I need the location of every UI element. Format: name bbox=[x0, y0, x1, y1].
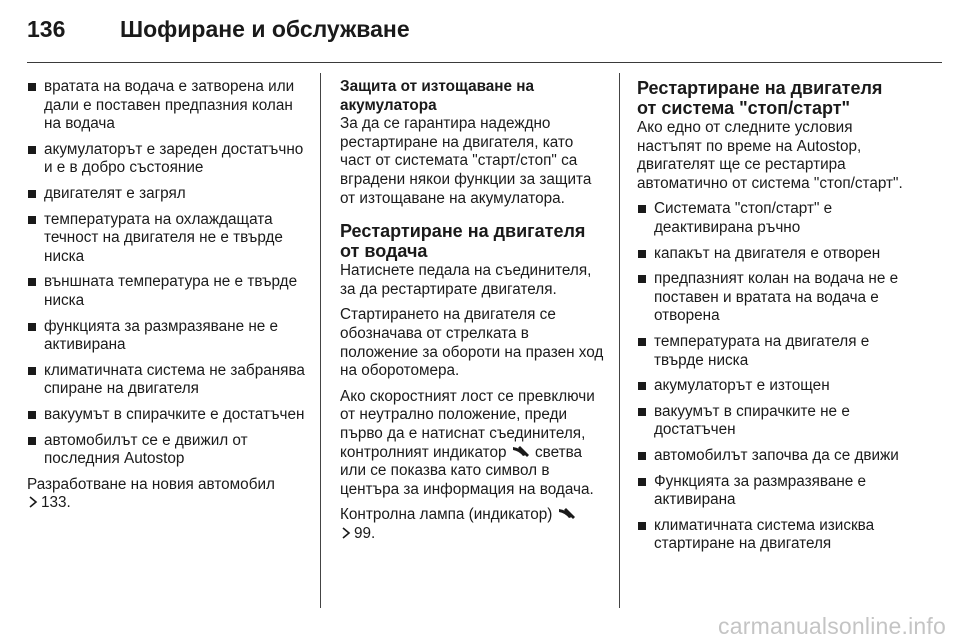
paragraph: Ако едно от следните условия настъпят по време на Autostop, двигателят ще се рестартира автоматично от система "стоп/старт". bbox=[637, 119, 903, 192]
column-3 bbox=[637, 78, 905, 561]
list-item: функцията за размразяване не е активирана bbox=[27, 318, 305, 355]
autostop-indicator-icon bbox=[557, 506, 577, 520]
list-item: вакуумът в спирачките не е достатъчен bbox=[637, 403, 905, 440]
system-restart-heading: Рестартиране на двигателя от система "стоп/старт" bbox=[637, 78, 883, 118]
list-item: климатичната система не забранява спиране на двигателя bbox=[27, 362, 305, 399]
paragraph-text: светва или се показва като символ в центъра за информация на водача. bbox=[340, 443, 594, 498]
list-item: вакуумът в спирачките е достатъчен bbox=[27, 406, 305, 425]
watermark: carmanualsonline.info bbox=[718, 613, 946, 639]
conditions-list bbox=[27, 78, 305, 469]
battery-protection-heading: Защита от изтощаване на акумулатора bbox=[340, 78, 535, 114]
list-item: Функцията за размразяване е активирана bbox=[637, 473, 905, 510]
reference-page[interactable]: 99. bbox=[354, 524, 376, 542]
reference-text: Разработване на новия автомобил bbox=[27, 475, 275, 493]
driver-restart-heading: Рестартиране на двигателя от водача bbox=[340, 221, 586, 262]
paragraph bbox=[340, 388, 608, 500]
column-2 bbox=[340, 78, 608, 550]
reference-text: Контролна лампа (индикатор) bbox=[340, 506, 553, 524]
list-item: акумулаторът е изтощен bbox=[637, 377, 905, 396]
list-item: външната температура не е твърде ниска bbox=[27, 273, 305, 310]
battery-protection-text: За да се гарантира надеждно рестартиране на двигателя, като част от системата "старт/стоп" са вградени някои функции за защита от изтощаване на акумулатора. bbox=[340, 115, 592, 207]
autostop-indicator-icon bbox=[511, 444, 531, 458]
reference-arrow-icon bbox=[340, 527, 352, 539]
column-divider-1 bbox=[320, 73, 321, 608]
list-item: автомобилът се е движил от последния Autostop bbox=[27, 432, 305, 469]
list-item: капакът на двигателя е отворен bbox=[637, 245, 905, 264]
reference-page[interactable]: 133. bbox=[41, 494, 71, 512]
list-item: автомобилът започва да се движи bbox=[637, 447, 905, 466]
paragraph: Натиснете педала на съединителя, за да рестартирате двигателя. bbox=[340, 262, 592, 298]
page-header bbox=[27, 12, 942, 63]
column-divider-2 bbox=[619, 73, 620, 608]
list-item: вратата на водача е затворена или дали е поставен предпазния колан на водача bbox=[27, 78, 305, 134]
column-1 bbox=[27, 78, 305, 520]
list-item: двигателят е загрял bbox=[27, 185, 305, 204]
page-number: 136 bbox=[27, 16, 66, 42]
list-item: температурата на двигателя е твърде ниска bbox=[637, 333, 905, 370]
list-item: акумулаторът е зареден достатъчно и е в добро състояние bbox=[27, 141, 305, 178]
restart-conditions-list bbox=[637, 200, 905, 554]
list-item: температурата на охлаждащата течност на двигателя не е твърде ниска bbox=[27, 211, 305, 267]
list-item: климатичната система изисква стартиране на двигателя bbox=[637, 517, 905, 554]
reference-arrow-icon bbox=[27, 496, 39, 508]
cross-reference bbox=[340, 506, 608, 543]
paragraph: Стартирането на двигателя се обозначава от стрелката в положение за обороти на празен ход на оборотомера. bbox=[340, 306, 604, 380]
chapter-title: Шофиране и обслужване bbox=[120, 16, 410, 42]
list-item: Системата "стоп/старт" е деактивирана ръчно bbox=[637, 200, 905, 237]
paragraph-text: Ако скоростният лост се превключи от неутрално положение, преди първо да е натиснат съединителя, контролният индикатор bbox=[340, 387, 595, 461]
cross-reference bbox=[27, 476, 305, 513]
list-item: предпазният колан на водача не е поставен и вратата на водача е отворена bbox=[637, 270, 905, 326]
